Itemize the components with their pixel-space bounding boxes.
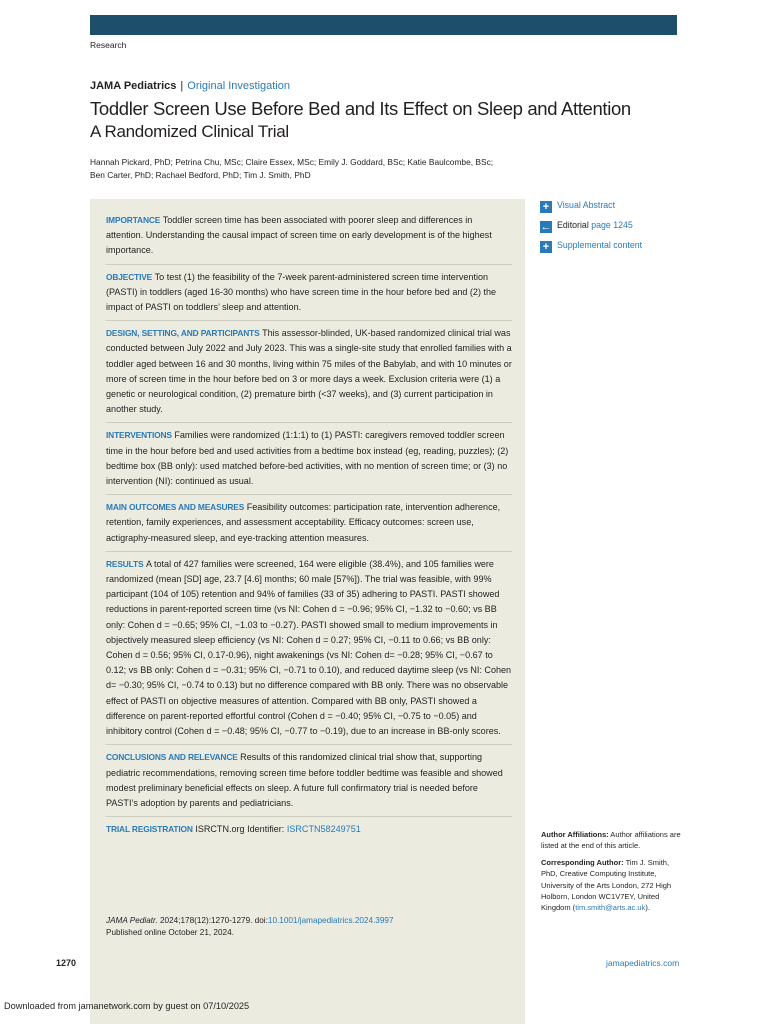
results-heading: RESULTS [106, 558, 144, 569]
conclusions-heading: CONCLUSIONS AND RELEVANCE [106, 752, 238, 763]
arrow-left-icon: ← [540, 221, 552, 233]
corresponding-author [541, 857, 681, 914]
design-heading: DESIGN, SETTING, AND PARTICIPANTS [106, 328, 260, 339]
abstract-importance [106, 213, 512, 265]
affiliations-heading: Author Affiliations: [541, 830, 609, 839]
interventions-text: Families were randomized (1:1:1) to (1) PASTI: caregivers removed toddler screen time in the hour before bed and used activities from a bedtime box instead (eg, reading, puzzles); (2) bedtime box (BB only): used matched before-bed activities, with no mention of screen time; or (3) no intervention (NI): continued as usual. [106, 430, 509, 487]
importance-text: Toddler screen time has been associated with poorer sleep and differences in attention. Understanding the causal impact of screen time on early development is of the highest importance. [106, 215, 492, 256]
abstract-objective [106, 270, 512, 322]
corresponding-text: Tim J. Smith, PhD, Creative Computing Institute, University of the Arts London, 272 High Holborn, London WC1V7EY, United Kingdom ( [541, 857, 672, 913]
affiliations-note [541, 829, 681, 852]
article-subtitle: A Randomized Clinical Trial [90, 122, 289, 141]
design-text: This assessor-blinded, UK-based randomized clinical trial was conducted between July 2022 and July 2023. This was a single-site study that enrolled families with a toddler aged between 16 and 30 months, living within 75 miles of the Babylab, and with 10 minutes or more of screen time in the hour before bed on 3 or more days a week. Exclusion criteria were (1) a genetic or neurological condition, (2) premature birth (<37 weeks), and (3) current participation in another study. [106, 328, 512, 415]
citation-block [106, 915, 506, 938]
abstract-registration [106, 822, 512, 842]
supplemental-content-label[interactable]: Supplemental content [557, 240, 643, 250]
journal-name: JAMA Pediatrics [90, 80, 177, 92]
header-bar [90, 15, 677, 35]
editorial-page-link[interactable]: page 1245 [591, 220, 633, 230]
author-list-line-2: Ben Carter, PhD; Rachael Bedford, PhD; Tim J. Smith, PhD [90, 169, 311, 180]
abstract-box [90, 199, 525, 1024]
registration-text: ISRCTN.org Identifier: [195, 824, 287, 835]
objective-text: To test (1) the feasibility of the 7-week parent-administered screen time intervention (PASTI) in toddlers (aged 16-30 months) who have screen time in the hour before bed and (2) the impact of PASTI on toddlers’ sleep and attention. [106, 271, 497, 313]
abstract-content [106, 213, 512, 847]
importance-heading: IMPORTANCE [106, 215, 161, 225]
plus-icon: + [540, 201, 552, 213]
author-list [90, 156, 530, 181]
conclusions-text: Results of this randomized clinical trial show that, supporting pediatric recommendations, removing screen time before toddler bedtime was feasible and showed modest preliminary beneficial effects on sleep. A future full confirmatory trial is needed before PASTI’s adoption by parents and pediatricians. [106, 752, 503, 808]
registration-link[interactable]: ISRCTN58249751 [286, 824, 361, 835]
article-title: Toddler Screen Use Before Bed and Its Effect on Sleep and Attention [90, 98, 631, 119]
abstract-design [106, 326, 512, 423]
registration-heading: TRIAL REGISTRATION [106, 824, 193, 835]
citation-journal: JAMA Pediatr. [106, 916, 158, 925]
results-text: A total of 427 families were screened, 164 were eligible (38.4%), and 105 families were randomized (mean [SD] age, 23.7 [4.6] months; 60 male [57%]). The trial was feasible, with 99% participant (104 of 105) retention and 94% of families (33 of 35) adhering to PASTI. PASTI showed reductions in parent-reported screen time (vs NI: Cohen d = −0.96; 95% CI, −1.32 to −0.60; vs BB only: Cohen d = −0.65; 95% CI, −1.03 to −0.27). PASTI showed small to medium improvements in objectively measured sleep efficiency (vs NI: Cohen d = 0.27; 95% CI, −0.11 to 0.66; vs BB only: Cohen d = 0.56; 95% CI, 0.17-0.96), night awakenings (vs NI: Cohen d= −0.28; 95% CI, −0.67 to 0.12; vs BB only: Cohen d = −0.31; 95% CI, −0.71 to 0.10), and reduced daytime sleep (vs NI: Cohen d= −0.30; 95% CI, −0.74 to 0.13) but no difference compared with BB only. There was no observable effect of PASTI on objective measures of attention. Compared with BB only, PASTI showed a difference on parent-reported effortful control (Cohen d = −0.40; 95% CI, −0.75 to −0.05) and inhibitory control (Cohen d = −0.48; 95% CI, −0.77 to −0.19), due to an increase in BB-only scores. [106, 558, 512, 737]
abstract-results [106, 557, 512, 745]
journal-separator: | [180, 80, 184, 92]
outcomes-text: Feasibility outcomes: participation rate, intervention adherence, retention, family experiences, and assessment acceptability. Efficacy outcomes: screen use, actigraphy-measured sleep, and eye-tracking attention measures. [106, 502, 501, 543]
doi-link[interactable]: 10.1001/jamapediatrics.2024.3997 [267, 916, 394, 925]
visual-abstract-label[interactable]: Visual Abstract [557, 200, 616, 210]
affiliations-text: Author affiliations are listed at the end of this article. [541, 830, 681, 851]
interventions-heading: INTERVENTIONS [106, 430, 172, 441]
article-type-link[interactable]: Original Investigation [187, 80, 290, 92]
abstract-conclusions [106, 750, 512, 817]
download-note: Downloaded from jamanetwork.com by guest on 07/10/2025 [4, 1001, 250, 1011]
editorial-label [557, 219, 633, 232]
plus-icon: + [540, 241, 552, 253]
outcomes-heading: MAIN OUTCOMES AND MEASURES [106, 502, 245, 513]
section-label: Research [90, 40, 127, 50]
page-number: 1270 [56, 958, 77, 968]
published-date: Published online October 21, 2024. [106, 927, 234, 937]
abstract-interventions [106, 428, 512, 495]
journal-line [90, 79, 290, 93]
editorial-prefix: Editorial [557, 220, 592, 230]
abstract-outcomes [106, 500, 512, 552]
corresponding-heading: Corresponding Author: [541, 857, 624, 867]
author-list-line-1: Hannah Pickard, PhD; Petrina Chu, MSc; Claire Essex, MSc; Emily J. Goddard, BSc; Katie Baulcombe, BSc; [90, 157, 494, 167]
journal-site-link[interactable]: jamapediatrics.com [606, 958, 680, 968]
email-link[interactable]: tim.smith@arts.ac.uk [575, 903, 646, 913]
citation-line [106, 915, 506, 927]
objective-heading: OBJECTIVE [106, 271, 153, 282]
citation-details: 2024;178(12):1270-1279. doi: [157, 916, 268, 925]
corresponding-close: ). [645, 903, 650, 913]
author-affiliations [541, 829, 681, 919]
